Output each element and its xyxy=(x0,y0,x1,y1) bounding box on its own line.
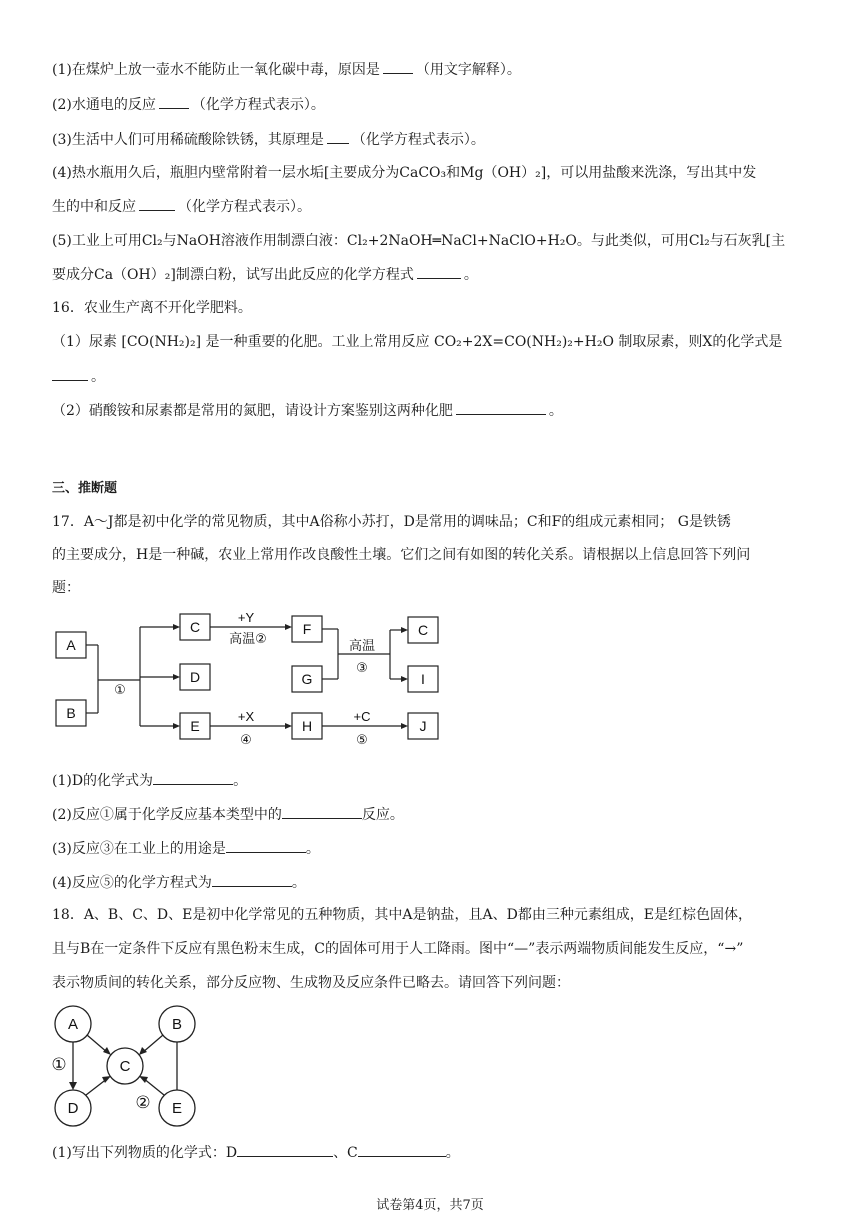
q18-node-D: D xyxy=(67,1100,79,1117)
q16-part1-suffix: 。 xyxy=(91,369,105,385)
q17-line1: 17．A～J都是初中化学的常见物质，其中A俗称小苏打，D是常用的调味品；C和F的组成元素相同； G是铁锈 xyxy=(52,514,731,530)
q17-sub4-suffix: 。 xyxy=(291,875,306,891)
label-circle-4: ④ xyxy=(240,732,252,747)
answer-blank[interactable] xyxy=(358,1143,446,1157)
answer-blank[interactable] xyxy=(417,265,461,279)
answer-blank[interactable] xyxy=(212,873,292,887)
node-A: A xyxy=(66,637,76,653)
answer-blank[interactable] xyxy=(139,197,175,211)
q15-part5-text: 要成分Ca（OH）₂]制漂白粉，试写出此反应的化学方程式 xyxy=(52,267,414,283)
q17-sub3-text: (3)反应③在工业上的用途是 xyxy=(52,841,226,857)
label-plus-c: +C xyxy=(353,709,371,724)
label-gaowen-3: 高温 xyxy=(348,638,376,653)
q18-node-C: C xyxy=(119,1058,131,1075)
answer-blank[interactable] xyxy=(159,95,189,109)
q15-part3 xyxy=(52,130,485,149)
q18-node-A: A xyxy=(67,1016,79,1033)
q15-part2-text: (2)水通电的反应 xyxy=(52,97,156,113)
q17-line3: 题： xyxy=(52,580,80,596)
node-D: D xyxy=(189,669,201,685)
q15-part4-text: 生的中和反应 xyxy=(52,199,136,215)
q18-label-circle-2: ② xyxy=(135,1093,151,1112)
q17-sub4-text: (4)反应⑤的化学方程式为 xyxy=(52,875,212,891)
node-G: G xyxy=(301,671,313,687)
node-C2: C xyxy=(417,622,429,638)
label-plus-y: +Y xyxy=(237,610,255,625)
node-E: E xyxy=(190,718,200,734)
q17-reaction-diagram xyxy=(50,610,450,750)
q17-line2: 的主要成分，H是一种碱，农业上常用作改良酸性土壤。它们之间有如图的转化关系。请根据以上信息回答下列问 xyxy=(52,547,751,563)
q18-sub1 xyxy=(52,1143,460,1162)
q15-part5-suffix: 。 xyxy=(463,267,478,283)
answer-blank[interactable] xyxy=(52,367,88,381)
answer-blank[interactable] xyxy=(226,839,306,853)
node-F: F xyxy=(302,621,312,637)
q16-part1-line1: （1）尿素 [CO(NH₂)₂] 是一种重要的化肥。工业上常用反应 CO₂+2X=CO(NH₂)₂+H₂O 制取尿素，则X的化学式是 xyxy=(52,334,783,350)
q18-sub1-suffix: 。 xyxy=(445,1145,460,1161)
q16-part2-text: （2）硝酸铵和尿素都是常用的氮肥，请设计方案鉴别这两种化肥 xyxy=(52,403,453,419)
q18-relation-diagram xyxy=(48,1004,218,1134)
q17-sub4 xyxy=(52,873,306,892)
q15-part1-text: (1)在煤炉上放一壶水不能防止一氧化碳中毒，原因是 xyxy=(52,62,380,78)
q15-part4-line2 xyxy=(52,197,311,216)
q18-line3: 表示物质间的转化关系，部分反应物、生成物及反应条件已略去。请回答下列问题： xyxy=(52,975,570,991)
answer-blank[interactable] xyxy=(153,771,233,785)
q15-part2 xyxy=(52,95,325,114)
q18-node-B: B xyxy=(171,1016,183,1033)
q18-node-E: E xyxy=(171,1100,183,1117)
node-H: H xyxy=(301,718,313,734)
q16-part2-suffix: 。 xyxy=(548,403,563,419)
q15-part1 xyxy=(52,60,521,79)
q15-part1-suffix: （用文字解释）。 xyxy=(415,62,521,78)
q18-line1: 18．A、B、C、D、E是初中化学常见的五种物质，其中A是钠盐，且A、D都由三种元素组成，E是红棕色固体， xyxy=(52,907,753,923)
answer-blank[interactable] xyxy=(282,805,362,819)
answer-blank[interactable] xyxy=(383,60,413,74)
q17-sub2-text: (2)反应①属于化学反应基本类型中的 xyxy=(52,807,282,823)
q15-part5-line2 xyxy=(52,265,478,284)
q18-label-circle-1: ① xyxy=(51,1055,67,1074)
label-circle-1: ① xyxy=(114,682,126,697)
node-J: J xyxy=(419,718,427,734)
q17-sub2-suffix: 反应。 xyxy=(361,807,404,823)
label-plus-x: +X xyxy=(237,709,255,724)
q16-part1-line2 xyxy=(52,367,105,386)
label-circle-3: ③ xyxy=(356,660,368,675)
answer-blank[interactable] xyxy=(327,130,349,144)
q17-sub3-suffix: 。 xyxy=(305,841,320,857)
node-C: C xyxy=(189,619,201,635)
q17-sub1-suffix: 。 xyxy=(233,773,248,789)
q17-sub3 xyxy=(52,839,320,858)
q17-sub1-text: (1)D的化学式为 xyxy=(52,773,154,789)
answer-blank[interactable] xyxy=(237,1143,333,1157)
q18-sub1-mid: 、C xyxy=(333,1145,358,1161)
q15-part5-line1: (5)工业上可用Cl₂与NaOH溶液作用制漂白液：Cl₂+2NaOH═NaCl+NaClO+H₂O。与此类似，可用Cl₂与石灰乳[主 xyxy=(52,233,786,249)
q15-part4-suffix: （化学方程式表示）。 xyxy=(178,199,311,215)
q16-part2 xyxy=(52,401,563,420)
q15-part3-text: (3)生活中人们可用稀硫酸除铁锈，其原理是 xyxy=(52,132,324,148)
q15-part4-line1: (4)热水瓶用久后，瓶胆内壁常附着一层水垢[主要成分为CaCO₃和Mg（OH）₂]，可以用盐酸来洗涤，写出其中发 xyxy=(52,165,757,181)
node-I: I xyxy=(421,671,425,687)
q15-part3-suffix: （化学方程式表示）。 xyxy=(351,132,485,148)
section-heading: 三、推断题 xyxy=(52,481,118,496)
label-gaowen-2: 高温② xyxy=(229,631,267,646)
node-B: B xyxy=(66,705,76,721)
q17-sub2 xyxy=(52,805,404,824)
q18-line2: 且与B在一定条件下反应有黑色粉末生成，C的固体可用于人工降雨。图中“—”表示两端物质间能发生反应，“→” xyxy=(52,941,744,957)
label-circle-5: ⑤ xyxy=(356,732,368,747)
answer-blank[interactable] xyxy=(456,401,546,415)
page-footer: 试卷第4页，共7页 xyxy=(376,1198,484,1213)
q15-part2-suffix: （化学方程式表示）。 xyxy=(191,97,325,113)
q18-sub1-text: (1)写出下列物质的化学式：D xyxy=(52,1145,238,1161)
q16-title: 16．农业生产离不开化学肥料。 xyxy=(52,300,252,316)
q17-sub1 xyxy=(52,771,247,790)
